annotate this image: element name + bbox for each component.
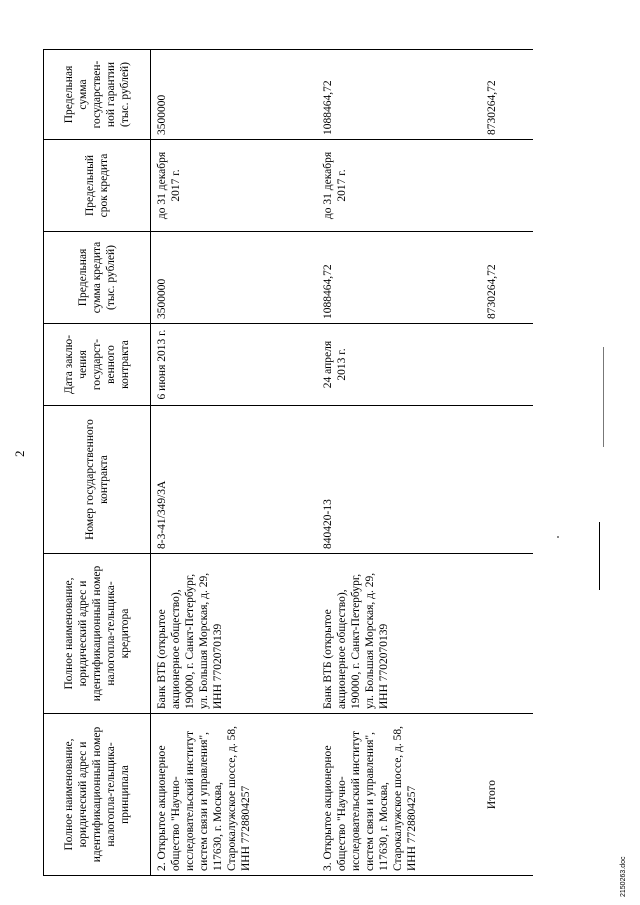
header-contract-number: Номер государственного контракта bbox=[44, 406, 151, 554]
header-guarantee-sum: Предельная сумма государствен-ной гарантии (тыс. рублей) bbox=[44, 50, 151, 140]
cell-credit-sum: 1088464,72 bbox=[317, 232, 475, 324]
cell-guarantee-sum: 3500000 bbox=[151, 50, 318, 140]
cell-contract-number: 8-3-41/349/3А bbox=[151, 406, 318, 554]
page-number: 2 bbox=[12, 450, 27, 457]
cell-creditor: Банк ВТБ (открытое акционерное общество), 190000, г. Санкт-Петербург, ул. Большая Морская, д. 29, ИНН 7702070139 bbox=[317, 554, 475, 714]
header-credit-term: Предельный срок кредита bbox=[44, 140, 151, 232]
cell-contract-number: 840420-13 bbox=[317, 406, 475, 554]
horizontal-rule bbox=[599, 522, 600, 590]
guarantees-table bbox=[43, 49, 533, 876]
total-empty-cell bbox=[475, 406, 533, 554]
horizontal-rule bbox=[603, 347, 604, 447]
scan-speck bbox=[557, 536, 559, 538]
total-empty-cell bbox=[475, 324, 533, 406]
header-contract-date: Дата заклю-чения государст-венного контракта bbox=[44, 324, 151, 406]
cell-credit-sum: 3500000 bbox=[151, 232, 318, 324]
header-credit-sum: Предельная сумма кредита (тыс. рублей) bbox=[44, 232, 151, 324]
total-label: Итого bbox=[475, 714, 533, 876]
total-row bbox=[475, 50, 533, 876]
table-header-row bbox=[44, 50, 151, 876]
total-empty-cell bbox=[475, 140, 533, 232]
cell-principal: 2. Открытое акционерное общество "Научно-исследовательский институт систем связи и управления", 117630, г. Москва, Старокалужское шоссе, д. 58, ИНН 7728804257 bbox=[151, 714, 318, 876]
table-row bbox=[317, 50, 475, 876]
total-credit-sum: 8730264,72 bbox=[475, 232, 533, 324]
cell-principal: 3. Открытое акционерное общество "Научно-исследовательский институт систем связи и управления", 117630, г. Москва, Старокалужское шоссе, д. 58, ИНН 7728804257 bbox=[317, 714, 475, 876]
cell-credit-term: до 31 декабря 2017 г. bbox=[317, 140, 475, 232]
document-file-reference: 2150263.doc bbox=[620, 856, 627, 897]
header-creditor: Полное наименование, юридический адрес и идентификационный номер налогопла-тельщика-кредитора bbox=[44, 554, 151, 714]
cell-contract-date: 6 июня 2013 г. bbox=[151, 324, 318, 406]
cell-creditor: Банк ВТБ (открытое акционерное общество), 190000, г. Санкт-Петербург, ул. Большая Морская, д. 29, ИНН 7702070139 bbox=[151, 554, 318, 714]
total-empty-cell bbox=[475, 554, 533, 714]
cell-guarantee-sum: 1088464,72 bbox=[317, 50, 475, 140]
cell-contract-date: 24 апреля 2013 г. bbox=[317, 324, 475, 406]
cell-credit-term: до 31 декабря 2017 г. bbox=[151, 140, 318, 232]
total-guarantee-sum: 8730264,72 bbox=[475, 50, 533, 140]
header-principal: Полное наименование, юридический адрес и идентификационный номер налогопла-тельщика-принципала bbox=[44, 714, 151, 876]
table-row bbox=[151, 50, 318, 876]
